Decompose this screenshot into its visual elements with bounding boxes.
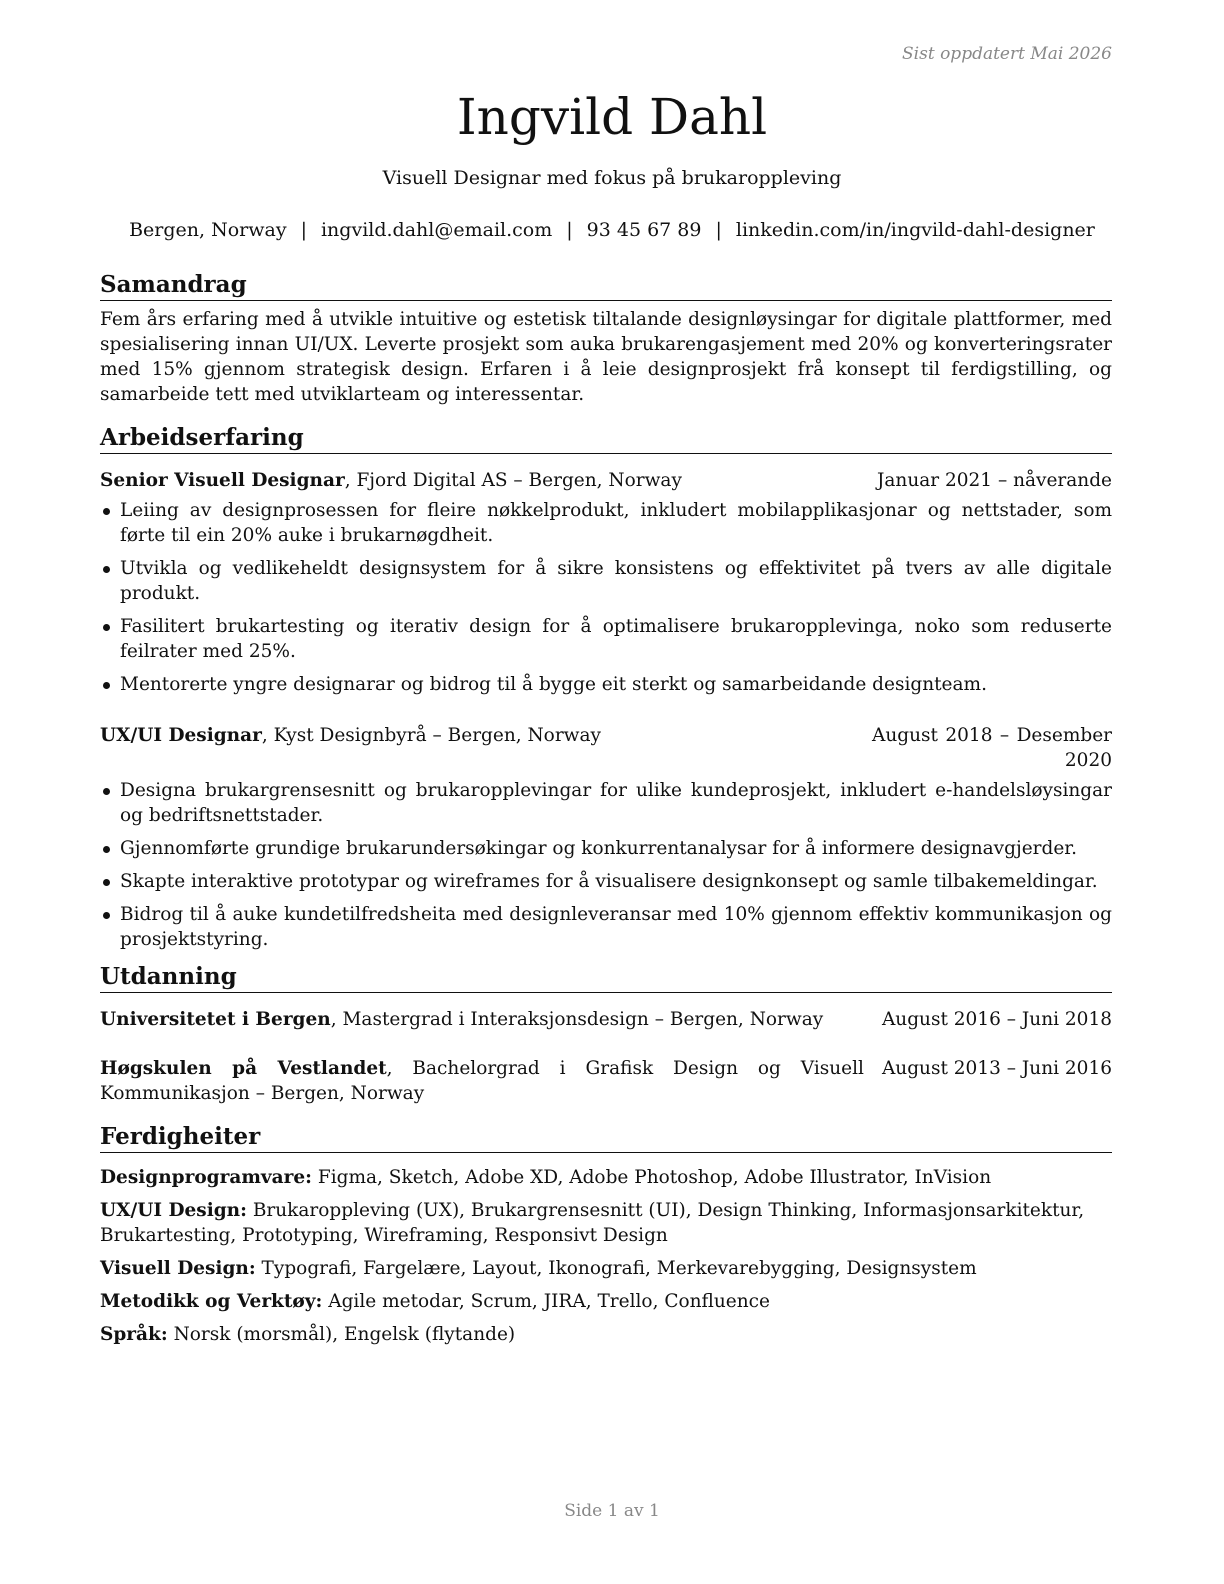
summary-text: Fem års erfaring med å utvikle intuitive og estetisk tiltalande designløysingar for digitale plattformer, med spesialisering innan UI/UX. Leverte prosjekt som auka brukarengasjement med 20% og konverteringsrater med 15% gjennom strategisk design. Erfaren i å leie designprosjekt frå konsept til ferdigstilling, og samarbeide tett med utviklarteam og interessentar.: [100, 309, 1112, 405]
skill-value: Brukaroppleving (UX), Brukargrensesnitt (UI), Design Thinking, Informasjonsarkitektur, Brukartesting, Prototyping, Wireframing, Responsivt Design: [100, 1200, 1085, 1246]
skill-label: Språk:: [100, 1324, 168, 1345]
job-org: , Kyst Designbyrå – Bergen, Norway: [261, 725, 601, 746]
skill-value: Typografi, Fargelære, Layout, Ikonografi, Merkevarebygging, Designsystem: [255, 1258, 977, 1279]
school-name: Høgskulen på Vestlandet: [100, 1058, 387, 1079]
skill-value: Figma, Sketch, Adobe XD, Adobe Photoshop, Adobe Illustrator, InVision: [312, 1167, 992, 1188]
section-title-education: Utdanning: [100, 962, 1112, 993]
skill-row: [100, 1256, 1112, 1281]
section-title-skills: Ferdigheiter: [100, 1122, 1112, 1153]
bullet-icon: [103, 846, 110, 853]
bullet-icon: [103, 566, 110, 573]
bullet-icon: [103, 788, 110, 795]
contact-location: Bergen, Norway: [129, 219, 287, 241]
skill-value: Norsk (morsmål), Engelsk (flytande): [167, 1324, 516, 1345]
bullet-item: Bidrog til å auke kundetilfredsheita med designleveransar med 10% gjennom effektiv kommunikasjon og prosjektstyring.: [100, 902, 1112, 952]
contact-phone: 93 45 67 89: [586, 219, 702, 241]
bullet-item: Utvikla og vedlikeheldt designsystem for å sikre konsistens og effektivitet på tvers av alle digitale produkt.: [100, 556, 1112, 606]
bullet-item: Skapte interaktive prototypar og wireframes for å visualisere designkonsept og samle tilbakemeldingar.: [100, 869, 1112, 894]
skill-row: [100, 1198, 1112, 1248]
job-org: , Fjord Digital AS – Bergen, Norway: [344, 470, 682, 491]
bullet-icon: [103, 879, 110, 886]
skill-label: Designprogramvare:: [100, 1167, 312, 1188]
school-name: Universitetet i Bergen: [100, 1009, 331, 1030]
bullet-item: Designa brukargrensesnitt og brukaropplevingar for ulike kundeprosjekt, inkludert e-handelsløysingar og bedriftsnettstader.: [100, 778, 1112, 828]
bullet-item: Gjennomførte grundige brukarundersøkingar og konkurrentanalysar for å informere designavgjerder.: [100, 836, 1112, 861]
education-section: [100, 962, 1112, 1106]
section-title-summary: Samandrag: [100, 270, 1112, 301]
job-role: UX/UI Designar: [100, 725, 262, 746]
skill-row: [100, 1289, 1112, 1314]
degree-detail: , Bachelorgrad i Grafisk Design og Visuell Kommunikasjon – Bergen, Norway: [100, 1058, 864, 1104]
job-dates: Januar 2021 – nåverande: [876, 470, 1112, 491]
skills-section: [100, 1122, 1112, 1347]
summary-section: [100, 270, 1112, 407]
skill-row: [100, 1322, 1112, 1347]
education-entry: [100, 1007, 1112, 1032]
degree-detail: , Mastergrad i Interaksjonsdesign – Bergen, Norway: [330, 1009, 824, 1030]
skill-label: Metodikk og Verktøy:: [100, 1291, 323, 1312]
contact-separator: |: [715, 219, 722, 241]
page-number: Side 1 av 1: [564, 1501, 660, 1521]
contact-line: [0, 219, 1224, 241]
contact-separator: |: [300, 219, 307, 241]
bullet-item: Mentorerte yngre designarar og bidrog til å bygge eit sterkt og samarbeidande designteam.: [100, 672, 1112, 697]
education-dates: August 2013 – Juni 2016: [881, 1058, 1112, 1079]
job-dates: August 2018 – Desember 2020: [872, 725, 1112, 771]
candidate-name: Ingvild Dahl: [456, 88, 768, 146]
experience-section: [100, 423, 1112, 952]
education-entry: [100, 1056, 1112, 1106]
bullet-item: Fasilitert brukartesting og iterativ design for å optimalisere brukaropplevinga, noko som reduserte feilrater med 25%.: [100, 614, 1112, 664]
job-role: Senior Visuell Designar: [100, 470, 345, 491]
contact-linkedin[interactable]: linkedin.com/in/ingvild-dahl-designer: [735, 219, 1095, 241]
contact-separator: |: [566, 219, 573, 241]
job-entry: [100, 468, 1112, 697]
resume-content: [100, 270, 1112, 1347]
skill-value: Agile metodar, Scrum, JIRA, Trello, Confluence: [322, 1291, 770, 1312]
job-header: [100, 723, 1112, 773]
tagline: Visuell Designar med fokus på brukaroppleving: [382, 167, 842, 189]
section-title-experience: Arbeidserfaring: [100, 423, 1112, 454]
job-bullets: [100, 778, 1112, 952]
bullet-icon: [103, 624, 110, 631]
bullet-icon: [103, 508, 110, 515]
job-entry: [100, 723, 1112, 952]
job-bullets: [100, 498, 1112, 697]
contact-email[interactable]: ingvild.dahl@email.com: [320, 219, 553, 241]
job-header: [100, 468, 1112, 493]
skill-label: UX/UI Design:: [100, 1200, 247, 1221]
bullet-icon: [103, 682, 110, 689]
bullet-item: Leiing av designprosessen for fleire nøkkelprodukt, inkludert mobilapplikasjonar og nettstader, som førte til ein 20% auke i brukarnøgdheit.: [100, 498, 1112, 548]
skill-row: [100, 1165, 1112, 1190]
last-updated: Sist oppdatert Mai 2026: [902, 44, 1112, 64]
bullet-icon: [103, 912, 110, 919]
skill-label: Visuell Design:: [100, 1258, 256, 1279]
education-dates: August 2016 – Juni 2018: [881, 1009, 1112, 1030]
